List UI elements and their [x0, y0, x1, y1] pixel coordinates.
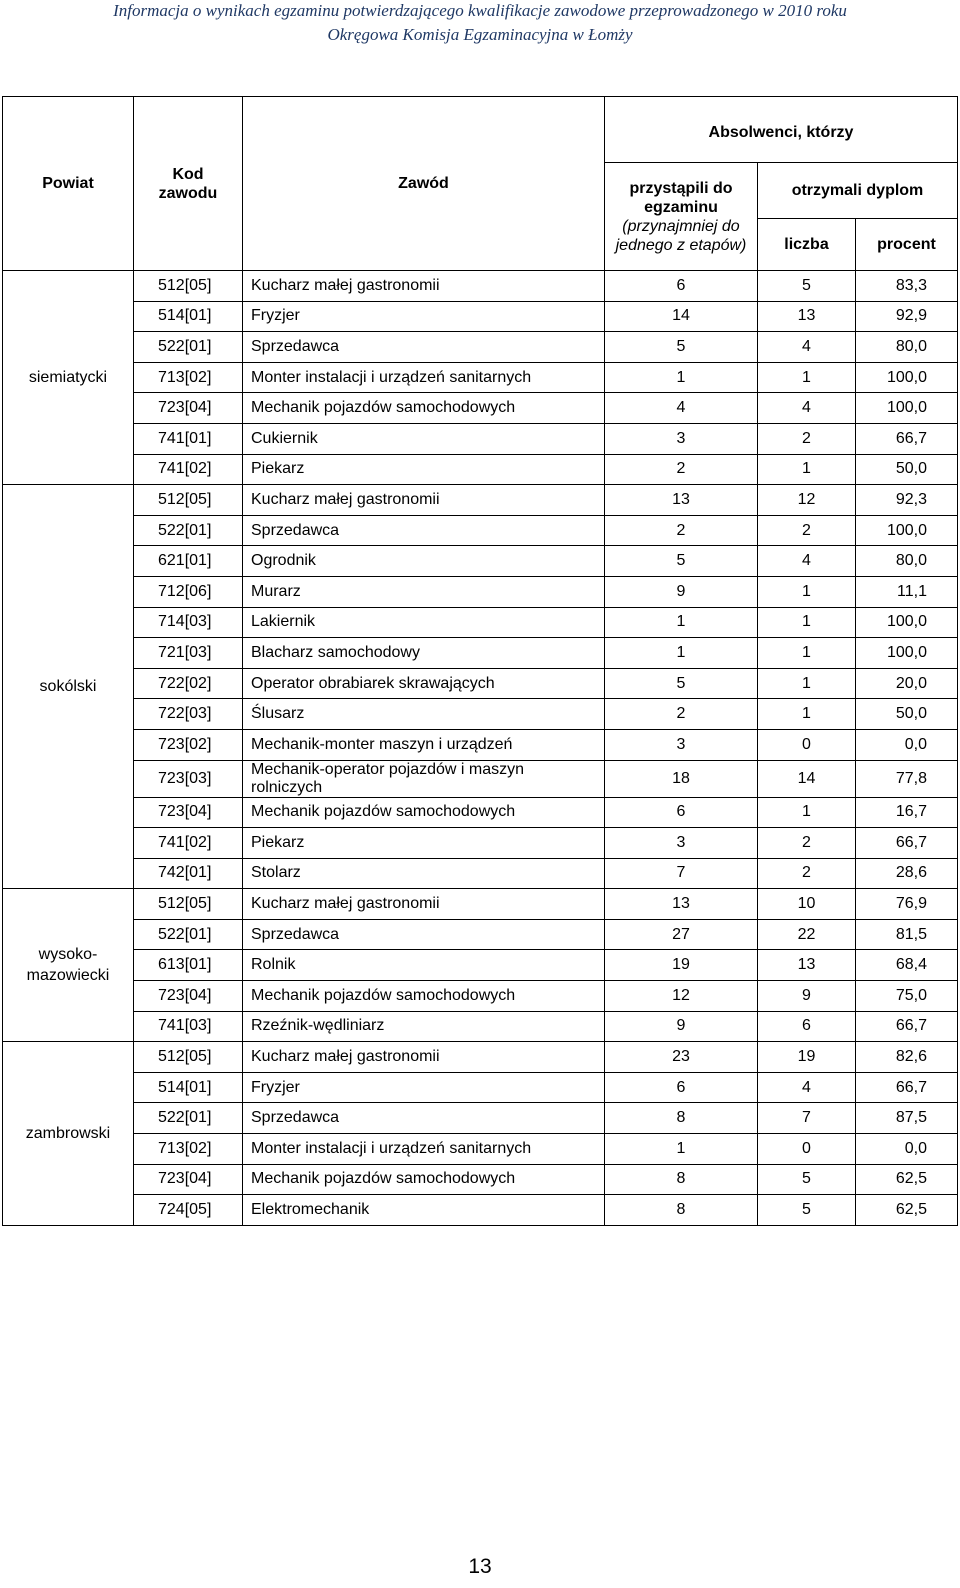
przystapili-cell: 23	[605, 1042, 758, 1073]
procent-cell: 62,5	[856, 1195, 958, 1226]
kod-cell: 714[03]	[134, 607, 243, 638]
liczba-cell: 5	[758, 271, 856, 302]
zawod-cell: Mechanik-operator pojazdów i maszyn rolniczych	[243, 760, 605, 797]
przystapili-cell: 2	[605, 515, 758, 546]
kod-cell: 722[02]	[134, 668, 243, 699]
przystapili-label: przystąpili do egzaminu	[629, 179, 733, 216]
liczba-cell: 5	[758, 1164, 856, 1195]
przystapili-cell: 8	[605, 1195, 758, 1226]
liczba-cell: 2	[758, 828, 856, 859]
liczba-cell: 4	[758, 332, 856, 363]
powiat-cell: zambrowski	[3, 1042, 134, 1226]
table-row	[3, 1042, 958, 1073]
table-row	[3, 828, 958, 859]
liczba-cell: 1	[758, 699, 856, 730]
przystapili-cell: 8	[605, 1164, 758, 1195]
liczba-cell: 2	[758, 515, 856, 546]
table-row	[3, 515, 958, 546]
przystapili-cell: 1	[605, 638, 758, 669]
procent-cell: 100,0	[856, 607, 958, 638]
table-row	[3, 950, 958, 981]
table-row	[3, 797, 958, 828]
kod-cell: 713[02]	[134, 362, 243, 393]
table-row	[3, 760, 958, 797]
liczba-cell: 1	[758, 362, 856, 393]
kod-cell: 722[03]	[134, 699, 243, 730]
przystapili-cell: 5	[605, 332, 758, 363]
zawod-cell: Rzeźnik-wędliniarz	[243, 1011, 605, 1042]
kod-cell: 522[01]	[134, 1103, 243, 1134]
kod-cell: 723[02]	[134, 729, 243, 760]
przystapili-cell: 14	[605, 301, 758, 332]
procent-cell: 16,7	[856, 797, 958, 828]
table-row	[3, 1103, 958, 1134]
zawod-cell: Sprzedawca	[243, 1103, 605, 1134]
procent-cell: 11,1	[856, 576, 958, 607]
procent-cell: 76,9	[856, 889, 958, 920]
przystapili-cell: 7	[605, 858, 758, 889]
table-row	[3, 1164, 958, 1195]
procent-cell: 92,3	[856, 485, 958, 516]
przystapili-cell: 1	[605, 362, 758, 393]
results-table	[2, 96, 958, 1226]
liczba-cell: 6	[758, 1011, 856, 1042]
kod-cell: 723[04]	[134, 981, 243, 1012]
zawod-cell: Lakiernik	[243, 607, 605, 638]
table-row	[3, 1072, 958, 1103]
kod-cell: 512[05]	[134, 485, 243, 516]
procent-cell: 100,0	[856, 638, 958, 669]
procent-cell: 0,0	[856, 1134, 958, 1165]
page-number: 13	[468, 1555, 492, 1578]
przystapili-cell: 12	[605, 981, 758, 1012]
table-row	[3, 1134, 958, 1165]
liczba-cell: 12	[758, 485, 856, 516]
zawod-cell: Sprzedawca	[243, 919, 605, 950]
kod-cell: 723[04]	[134, 1164, 243, 1195]
procent-cell: 87,5	[856, 1103, 958, 1134]
przystapili-cell: 19	[605, 950, 758, 981]
kod-cell: 713[02]	[134, 1134, 243, 1165]
przystapili-cell: 27	[605, 919, 758, 950]
procent-cell: 68,4	[856, 950, 958, 981]
zawod-cell: Fryzjer	[243, 1072, 605, 1103]
liczba-cell: 13	[758, 301, 856, 332]
table-row	[3, 607, 958, 638]
procent-cell: 100,0	[856, 393, 958, 424]
procent-cell: 66,7	[856, 1072, 958, 1103]
zawod-cell: Ogrodnik	[243, 546, 605, 577]
zawod-cell: Ślusarz	[243, 699, 605, 730]
przystapili-cell: 2	[605, 699, 758, 730]
table-body	[3, 271, 958, 1226]
przystapili-cell: 6	[605, 1072, 758, 1103]
table-row	[3, 546, 958, 577]
przystapili-cell: 13	[605, 485, 758, 516]
kod-cell: 741[02]	[134, 454, 243, 485]
kod-cell: 724[05]	[134, 1195, 243, 1226]
przystapili-cell: 4	[605, 393, 758, 424]
zawod-cell: Stolarz	[243, 858, 605, 889]
przystapili-note: (przynajmniej do jednego z etapów)	[615, 217, 747, 254]
document-header-subtitle: Okręgowa Komisja Egzaminacyjna w Łomży	[327, 25, 633, 44]
table-row	[3, 393, 958, 424]
zawod-cell: Mechanik-monter maszyn i urządzeń	[243, 729, 605, 760]
liczba-cell: 4	[758, 1072, 856, 1103]
przystapili-cell: 3	[605, 729, 758, 760]
zawod-cell: Blacharz samochodowy	[243, 638, 605, 669]
liczba-cell: 10	[758, 889, 856, 920]
table-row	[3, 638, 958, 669]
table-row	[3, 332, 958, 363]
kod-cell: 742[01]	[134, 858, 243, 889]
procent-cell: 75,0	[856, 981, 958, 1012]
liczba-cell: 1	[758, 668, 856, 699]
table-row	[3, 1195, 958, 1226]
table-row	[3, 362, 958, 393]
table-row	[3, 729, 958, 760]
liczba-cell: 7	[758, 1103, 856, 1134]
zawod-cell: Piekarz	[243, 454, 605, 485]
column-header-absolwenci: Absolwenci, którzy	[605, 97, 958, 163]
procent-cell: 77,8	[856, 760, 958, 797]
powiat-cell: siemiatycki	[3, 271, 134, 485]
table-row	[3, 301, 958, 332]
table-row	[3, 454, 958, 485]
liczba-cell: 14	[758, 760, 856, 797]
kod-cell: 522[01]	[134, 332, 243, 363]
zawod-cell: Cukiernik	[243, 423, 605, 454]
zawod-cell: Piekarz	[243, 828, 605, 859]
procent-cell: 66,7	[856, 828, 958, 859]
przystapili-cell: 3	[605, 423, 758, 454]
kod-cell: 621[01]	[134, 546, 243, 577]
liczba-cell: 9	[758, 981, 856, 1012]
procent-cell: 82,6	[856, 1042, 958, 1073]
przystapili-cell: 2	[605, 454, 758, 485]
table-row	[3, 919, 958, 950]
liczba-cell: 22	[758, 919, 856, 950]
przystapili-cell: 8	[605, 1103, 758, 1134]
przystapili-cell: 5	[605, 546, 758, 577]
procent-cell: 66,7	[856, 1011, 958, 1042]
zawod-cell: Mechanik pojazdów samochodowych	[243, 393, 605, 424]
procent-cell: 20,0	[856, 668, 958, 699]
table-row	[3, 981, 958, 1012]
kod-cell: 512[05]	[134, 271, 243, 302]
kod-cell: 514[01]	[134, 1072, 243, 1103]
zawod-cell: Kucharz małej gastronomii	[243, 271, 605, 302]
procent-cell: 100,0	[856, 515, 958, 546]
zawod-cell: Operator obrabiarek skrawających	[243, 668, 605, 699]
procent-cell: 28,6	[856, 858, 958, 889]
liczba-cell: 4	[758, 546, 856, 577]
liczba-cell: 19	[758, 1042, 856, 1073]
liczba-cell: 2	[758, 423, 856, 454]
liczba-cell: 0	[758, 1134, 856, 1165]
table-row	[3, 699, 958, 730]
kod-cell: 723[04]	[134, 393, 243, 424]
procent-cell: 80,0	[856, 332, 958, 363]
document-header-title: Informacja o wynikach egzaminu potwierdzającego kwalifikacje zawodowe przeprowadzonego w 2010 roku	[113, 1, 847, 20]
przystapili-cell: 5	[605, 668, 758, 699]
liczba-cell: 5	[758, 1195, 856, 1226]
liczba-cell: 4	[758, 393, 856, 424]
zawod-cell: Rolnik	[243, 950, 605, 981]
column-header-zawod: Zawód	[243, 97, 605, 271]
procent-cell: 80,0	[856, 546, 958, 577]
zawod-cell: Mechanik pojazdów samochodowych	[243, 1164, 605, 1195]
table-row	[3, 423, 958, 454]
liczba-cell: 2	[758, 858, 856, 889]
procent-cell: 81,5	[856, 919, 958, 950]
procent-cell: 100,0	[856, 362, 958, 393]
przystapili-cell: 13	[605, 889, 758, 920]
przystapili-cell: 6	[605, 797, 758, 828]
zawod-cell: Kucharz małej gastronomii	[243, 485, 605, 516]
kod-cell: 723[04]	[134, 797, 243, 828]
column-header-kod: Kod zawodu	[134, 97, 243, 271]
zawod-cell: Sprzedawca	[243, 332, 605, 363]
liczba-cell: 1	[758, 797, 856, 828]
przystapili-cell: 1	[605, 1134, 758, 1165]
przystapili-cell: 1	[605, 607, 758, 638]
column-header-otrzymali: otrzymali dyplom	[758, 163, 958, 219]
powiat-cell: wysoko-mazowiecki	[3, 889, 134, 1042]
kod-cell: 721[03]	[134, 638, 243, 669]
table-row	[3, 858, 958, 889]
liczba-cell: 0	[758, 729, 856, 760]
kod-cell: 712[06]	[134, 576, 243, 607]
kod-cell: 613[01]	[134, 950, 243, 981]
procent-cell: 62,5	[856, 1164, 958, 1195]
zawod-cell: Fryzjer	[243, 301, 605, 332]
zawod-cell: Monter instalacji i urządzeń sanitarnych	[243, 362, 605, 393]
kod-cell: 522[01]	[134, 515, 243, 546]
zawod-cell: Kucharz małej gastronomii	[243, 889, 605, 920]
procent-cell: 66,7	[856, 423, 958, 454]
procent-cell: 0,0	[856, 729, 958, 760]
kod-cell: 741[02]	[134, 828, 243, 859]
table-row	[3, 271, 958, 302]
kod-cell: 741[03]	[134, 1011, 243, 1042]
liczba-cell: 1	[758, 454, 856, 485]
kod-cell: 514[01]	[134, 301, 243, 332]
liczba-cell: 1	[758, 607, 856, 638]
procent-cell: 50,0	[856, 454, 958, 485]
zawod-cell: Elektromechanik	[243, 1195, 605, 1226]
zawod-cell: Sprzedawca	[243, 515, 605, 546]
procent-cell: 50,0	[856, 699, 958, 730]
liczba-cell: 1	[758, 638, 856, 669]
przystapili-cell: 18	[605, 760, 758, 797]
table-row	[3, 889, 958, 920]
table-row	[3, 485, 958, 516]
przystapili-cell: 6	[605, 271, 758, 302]
przystapili-cell: 9	[605, 576, 758, 607]
column-header-przystapili	[605, 163, 758, 271]
column-header-powiat: Powiat	[3, 97, 134, 271]
procent-cell: 92,9	[856, 301, 958, 332]
column-header-liczba: liczba	[758, 219, 856, 271]
procent-cell: 83,3	[856, 271, 958, 302]
powiat-cell: sokólski	[3, 485, 134, 889]
przystapili-cell: 3	[605, 828, 758, 859]
przystapili-cell: 9	[605, 1011, 758, 1042]
zawod-cell: Mechanik pojazdów samochodowych	[243, 797, 605, 828]
table-row	[3, 576, 958, 607]
kod-cell: 512[05]	[134, 1042, 243, 1073]
table-row	[3, 1011, 958, 1042]
liczba-cell: 13	[758, 950, 856, 981]
kod-cell: 741[01]	[134, 423, 243, 454]
zawod-cell: Kucharz małej gastronomii	[243, 1042, 605, 1073]
zawod-cell: Mechanik pojazdów samochodowych	[243, 981, 605, 1012]
liczba-cell: 1	[758, 576, 856, 607]
kod-cell: 723[03]	[134, 760, 243, 797]
zawod-cell: Monter instalacji i urządzeń sanitarnych	[243, 1134, 605, 1165]
column-header-procent: procent	[856, 219, 958, 271]
zawod-cell: Murarz	[243, 576, 605, 607]
kod-cell: 522[01]	[134, 919, 243, 950]
table-row	[3, 668, 958, 699]
kod-cell: 512[05]	[134, 889, 243, 920]
